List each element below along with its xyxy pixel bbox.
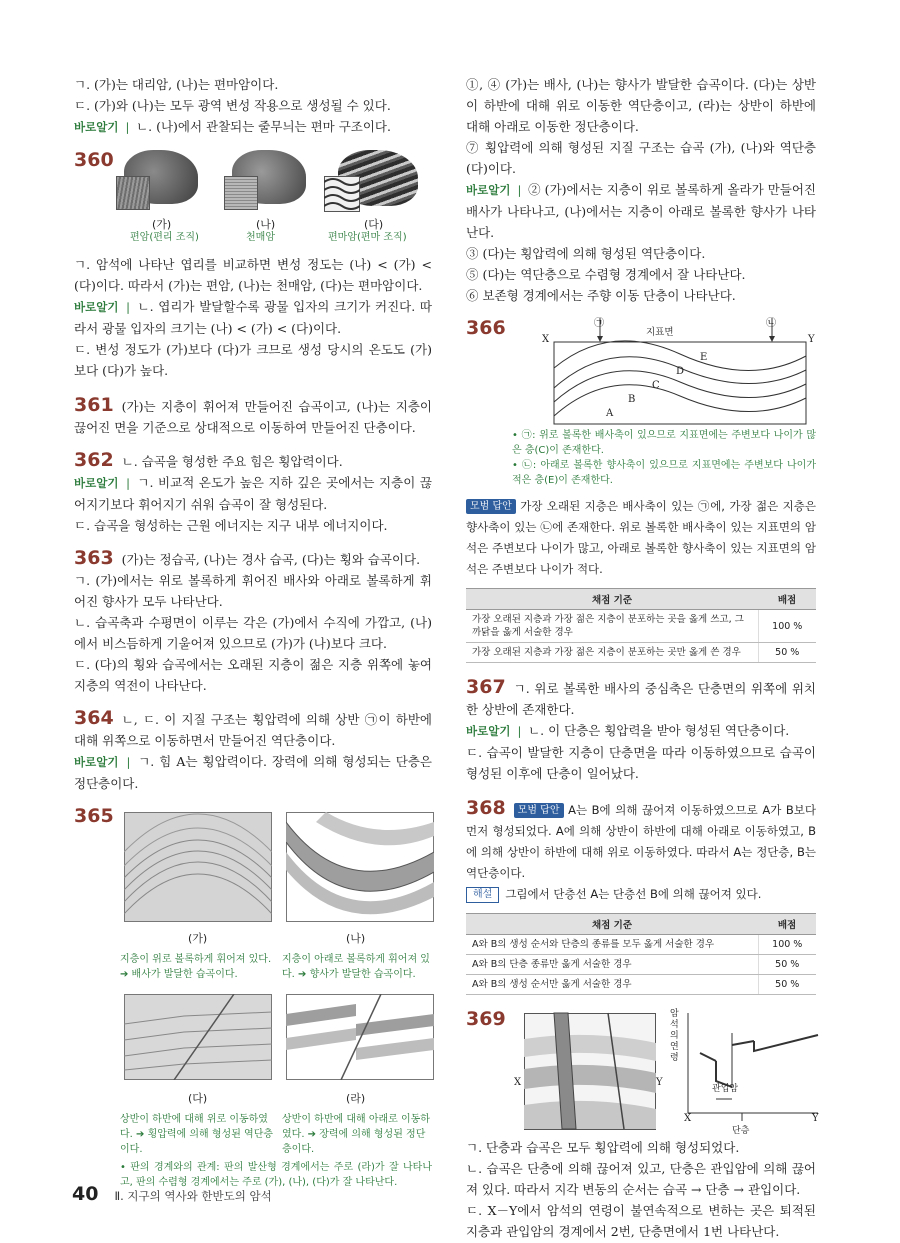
q367-text: ㄱ. 위로 볼록한 배사의 중심축은 단층면의 위쪽에 위치한 상반에 존재한다. [466,681,816,717]
question-number: 365 [74,805,114,827]
question-number: 366 [466,317,506,339]
model-answer-tag: 모범 답안 [466,499,516,514]
right-intro-5: ⑥ 보존형 경계에서는 주향 이동 단층이 나타난다. [466,288,736,303]
right-intro-2: ⑦ 횡압력에 의해 형성된 지질 구조는 습곡 (가), (나)와 역단층 (다)이다. [466,140,816,176]
graph-y: Y [812,1113,819,1124]
model-answer-tag: 모범 답안 [514,803,564,818]
right-intro-4: ⑤ (다)는 역단층으로 수렴형 경계에서 잘 나타난다. [466,267,746,282]
caption-ga: 지층이 위로 볼록하게 휘어져 있다. ➔ 배사가 발달한 습곡이다. [120,954,272,980]
caption-ga: 편암(편리 조직) [130,232,199,243]
caption-na: 지층이 아래로 볼록하게 휘어져 있다. ➔ 향사가 발달한 습곡이다. [282,954,430,980]
fix-tag: 바로알기 ❘ [74,476,133,490]
layer-e: E [700,352,708,363]
layer-d: D [676,366,685,377]
anticline-diagram [124,812,272,922]
page-number: 40 [72,1183,99,1205]
fix-tag: 바로알기 ❘ [74,120,133,134]
fix-text: ㄴ. 이 단층은 횡압력을 받아 형성된 역단층이다. [528,723,790,738]
normal-fault-diagram [286,994,434,1080]
reverse-fault-diagram [124,994,272,1080]
table-row [466,975,816,995]
right-column [466,74,819,1242]
age-graph [678,1013,820,1131]
table-cell: 50 % [758,643,816,663]
intro-line-1: ㄱ. (가)는 대리암, (나)는 편마암이다. [74,77,279,92]
table-header: 채점 기준 [466,589,758,610]
syncline-diagram [286,812,434,922]
table-cell: A와 B의 생성 순서만 옳게 서술한 경우 [466,975,758,995]
caption-da: 편마암(편마 조직) [328,232,407,243]
fix-text: ㄱ. 힘 A는 횡압력이다. 장력에 의해 형성되는 단층은 정단층이다. [74,754,432,791]
q364-fix [74,751,432,794]
intrusion-label: 관입암 [712,1084,739,1094]
q363-text: (가)는 정습곡, (나)는 경사 습곡, (다)는 횡와 습곡이다. [121,552,421,567]
q362-fix [74,472,432,515]
layer-b: B [628,394,636,405]
model-answer-text: 가장 오래된 지층은 배사축이 있는 ㉠에, 가장 젊은 지층은 향사축이 있는 ㉡에 존재한다. 위로 볼록한 배사축이 있는 지표면의 암석은 주변보다 나이가 많고, 아래로 볼록한 향사축이 있는 지표면의 암석은 주변보다 나이가 적다. [466,499,817,576]
fix-text: ㄱ. 비교적 온도가 높은 지하 깊은 곳에서는 지층이 끊어지기보다 휘어지기 쉬워 습곡이 잘 형성된다. [74,475,432,512]
table-cell: A와 B의 단층 종류만 옳게 서술한 경우 [466,955,758,975]
rock-image-na [224,150,308,212]
rock-image-ga [116,150,200,212]
y-label: Y [656,1077,663,1088]
q363-line-3: ㄷ. (다)의 횡와 습곡에서는 오래된 지층이 젊은 지층 위쪽에 놓여 지층의 역전이 나타난다. [74,657,432,693]
q360-figure [74,150,432,254]
question-number: 360 [74,149,114,171]
page-footer [72,1183,272,1205]
fix-text: ② (가)에서는 지층이 위로 볼록하게 올라가 만들어진 배사가 나타나고, (나)에서는 지층이 아래로 볼록한 향사가 나타난다. [466,182,816,240]
table-header: 배점 [758,589,816,610]
q365-note: • 판의 경계와의 관계: 판의 발산형 경계에서는 주로 (라)가 잘 나타나고, 판의 수렴형 경계에서는 주로 (가), (나), (다)가 잘 나타난다. [120,1162,432,1188]
q366-score-table [466,588,816,663]
label-na: (나) [346,932,366,945]
q367 [466,677,816,720]
q367-fix [466,720,816,742]
solution-tag: 해설 [466,887,499,903]
marker-2: ㉡ [766,318,776,329]
q366-figure [466,318,816,428]
right-intro-3: ③ (다)는 횡압력에 의해 형성된 역단층이다. [466,246,706,261]
question-number: 362 [74,449,114,471]
table-cell: 50 % [758,955,816,975]
fix-text: ㄴ. 엽리가 발달할수록 광물 입자의 크기가 커진다. 따라서 광물 입자의 크기는 (나) < (가) < (다)이다. [74,299,432,336]
table-cell: 50 % [758,975,816,995]
x-label: X [542,334,550,345]
y-axis-label: 암석의 연령 [670,1009,679,1063]
right-intro-fix [466,179,816,243]
solution-text: 그림에서 단층선 A는 단층선 B에 의해 끊어져 있다. [505,887,762,901]
table-cell: 100 % [758,610,816,643]
q362-text: ㄴ. 습곡을 형성한 주요 힘은 횡압력이다. [121,454,343,469]
question-number: 364 [74,707,114,729]
q363 [74,548,432,570]
question-number: 369 [466,1008,506,1030]
q368-solve [466,884,816,905]
question-number: 363 [74,547,114,569]
q367-p2: ㄷ. 습곡이 발달한 지층이 단층면을 따라 이동하였으므로 습곡이 형성된 이후에 단층이 일어났다. [466,745,816,781]
q364-text: ㄴ, ㄷ. 이 지질 구조는 횡압력에 의해 상반 ㉠이 하반에 대해 위쪽으로 이동하면서 만들어진 역단층이다. [74,712,432,748]
q369-figure [466,1008,819,1137]
graph-x: X [684,1113,692,1124]
table-cell: 가장 오래된 지층과 가장 젊은 지층이 분포하는 곳을 옳게 쓰고, 그 까닭을 옳게 서술한 경우 [466,610,758,643]
q364 [74,708,432,751]
rock-image-da [324,150,420,212]
model-answer-text: A는 B에 의해 끊어져 이동하였으므로 A가 B보다 먼저 형성되었다. A에 의해 상반이 하반에 대해 아래로 이동하였고, B에 의해 상반이 하반에 대해 위로 이동하였다. 따라서 A는 정단층, B는 역단층이다. [466,803,817,880]
surface-label: 지표면 [646,327,674,338]
q360-p2: ㄷ. 변성 정도가 (가)보다 (다)가 크므로 생성 당시의 온도도 (가)보다 (다)가 높다. [74,342,432,378]
table-cell: 100 % [758,935,816,955]
fix-tag: 바로알기 ❘ [466,724,525,738]
layer-c: C [652,380,660,391]
label-na: (나) [256,218,276,231]
fix-tag: 바로알기 ❘ [74,755,134,769]
fix-tag: 바로알기 ❘ [74,300,133,314]
table-cell: 가장 오래된 지층과 가장 젊은 지층이 분포하는 곳만 옳게 쓴 경우 [466,643,758,663]
label-ra: (라) [346,1092,366,1105]
q366-note-1: • ㉠: 위로 볼록한 배사축이 있으므로 지표면에는 주변보다 나이가 많은 층(C)이 존재한다. [512,430,816,456]
label-ga: (가) [188,932,208,945]
fault-label: 단층 [732,1126,750,1136]
question-number: 361 [74,394,114,416]
q368-score-table [466,913,816,995]
q360-p1: ㄱ. 암석에 나타난 엽리를 비교하면 변성 정도는 (나) < (가) < (다)이다. 따라서 (가)는 편암, (나)는 천매암, (다)는 편마암이다. [74,257,432,293]
fix-tag: 바로알기 ❘ [466,183,525,197]
intro-fix [74,116,432,138]
table-header: 채점 기준 [466,914,758,935]
marker-1: ㉠ [594,318,604,329]
right-intro-1: ①, ④ (가)는 배사, (나)는 향사가 발달한 습곡이다. (다)는 상반이 하반에 대해 위로 이동한 역단층이고, (라)는 상반이 하반에 대해 아래로 이동한 정단층이다. [466,77,816,134]
question-number: 368 [466,797,506,819]
q361-text: (가)는 지층이 휘어져 만들어진 습곡이고, (나)는 지층이 끊어진 면을 기준으로 상대적으로 이동하여 만들어진 단층이다. [74,399,432,435]
left-column [74,74,432,1190]
q360-fix [74,296,432,339]
label-ga: (가) [152,218,172,231]
table-header: 배점 [758,914,816,935]
caption-ra: 상반이 하반에 대해 아래로 이동하였다. ➔ 장력에 의해 형성된 정단층이다. [282,1114,430,1155]
caption-na: 천매암 [246,232,275,243]
gneiss-texture [324,176,360,212]
layer-a: A [606,408,614,419]
fix-text: ㄴ. (나)에서 관찰되는 줄무늬는 편마 구조이다. [136,119,391,134]
label-da: (다) [188,1092,208,1105]
label-da: (다) [364,218,384,231]
chapter-title: Ⅱ. 지구의 역사와 한반도의 암석 [114,1189,272,1203]
intro-line-2: ㄷ. (가)와 (나)는 모두 광역 변성 작용으로 생성될 수 있다. [74,98,391,113]
table-row [466,643,816,663]
table-row [466,935,816,955]
q362 [74,450,432,472]
table-cell: A와 B의 생성 순서와 단층의 종류를 모두 옳게 서술한 경우 [466,935,758,955]
q366-model [466,496,816,580]
q365-figure [74,806,432,1160]
caption-da: 상반이 하반에 대해 위로 이동하였다. ➔ 횡압력에 의해 형성된 역단층이다. [120,1114,274,1155]
y-label: Y [808,334,815,345]
question-number: 367 [466,676,506,698]
q369-line-2: ㄴ. 습곡은 단층에 의해 끊어져 있고, 단층은 관입암에 의해 끊어져 있다. 따라서 지각 변동의 순서는 습곡 → 단층 → 관입이다. [466,1161,816,1197]
q368 [466,798,816,884]
q366-note-2: • ㉡: 아래로 볼록한 향사축이 있으므로 지표면에는 주변보다 나이가 적은 층(E)이 존재한다. [512,460,816,486]
q363-line-2: ㄴ. 습곡축과 수평면이 이루는 각은 (가)에서 수직에 가깝고, (나)에서 비스듬하게 기울어져 있으므로 (가)가 (나)보다 크다. [74,615,432,651]
table-row [466,610,816,643]
q362-p2: ㄷ. 습곡을 형성하는 근원 에너지는 지구 내부 에너지이다. [74,518,388,533]
q369-line-1: ㄱ. 단층과 습곡은 모두 횡압력에 의해 형성되었다. [466,1140,740,1155]
x-label: X [514,1077,522,1088]
q369-line-3: ㄷ. X－Y에서 암석의 연령이 불연속적으로 변하는 곳은 퇴적된 지층과 관입암의 경계에서 2번, 단층면에서 1번 나타난다. [466,1203,816,1239]
geologic-section [524,1009,656,1131]
table-row [466,955,816,975]
q361 [74,395,432,438]
q363-line-1: ㄱ. (가)에서는 위로 볼록하게 휘어진 배사와 아래로 볼록하게 휘어진 향사가 모두 나타난다. [74,573,432,609]
